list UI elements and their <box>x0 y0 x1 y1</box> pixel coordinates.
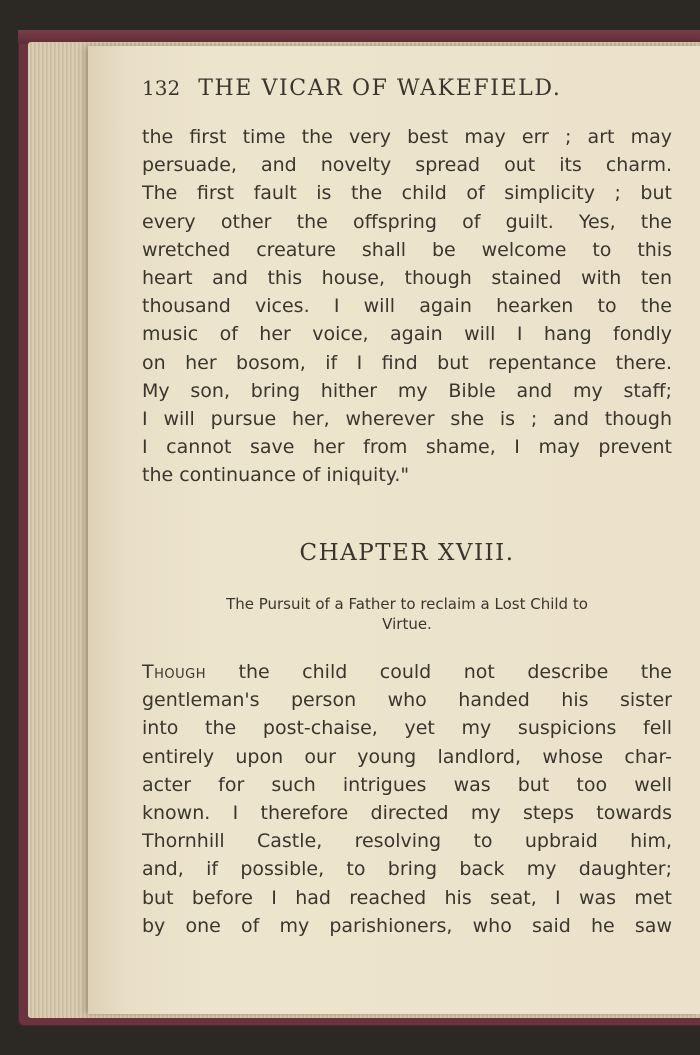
chapter-heading: CHAPTER XVIII. <box>299 540 515 566</box>
chapter-subtitle-line: Virtue. <box>382 615 432 633</box>
text-line: gentleman's person who handed his sister <box>142 689 672 712</box>
text-line: My son, bring hither my Bible and my staff; <box>142 379 672 402</box>
running-title: THE VICAR OF WAKEFIELD. <box>198 76 562 101</box>
text-line: but before I had reached his seat, I was met <box>142 886 672 909</box>
text-line: entirely upon our young landlord, whose char- <box>142 745 672 768</box>
text-line: I cannot save her from shame, I may prevent <box>142 436 672 459</box>
text-line: wretched creature shall be welcome to this <box>142 238 672 261</box>
drop-word: Though <box>142 661 206 683</box>
passage-continuation <box>142 123 672 489</box>
text-line: the first time the very best may err ; art may <box>142 126 672 148</box>
chapter-subtitle-line: The Pursuit of a Father to reclaim a Lost Child to <box>226 595 588 613</box>
text-line: heart and this house, though stained with ten <box>142 266 672 289</box>
text-line: thousand vices. I will again hearken to the <box>142 295 672 318</box>
text-line: acter for such intrigues was but too well <box>142 773 672 796</box>
text-line: on her bosom, if I find but repentance there. <box>142 351 672 374</box>
text-line: by one of my parishioners, who said he saw <box>142 914 672 937</box>
text-line-first <box>142 658 672 686</box>
text-line: known. I therefore directed my steps towards <box>142 801 672 824</box>
chapter-subtitle <box>142 594 672 634</box>
running-header <box>142 76 682 101</box>
text-line: every other the offspring of guilt. Yes, the <box>142 210 672 233</box>
first-line-rest: the child could not describe the <box>205 661 672 683</box>
text-line: I will pursue her, wherever she is ; and though <box>142 407 672 430</box>
chapter-opening-passage <box>142 658 672 940</box>
text-line: the continuance of iniquity." <box>142 464 410 487</box>
text-line: music of her voice, again will I hang fondly <box>142 323 672 346</box>
text-line: Thornhill Castle, resolving to upbraid him, <box>142 830 672 853</box>
text-line: persuade, and novelty spread out its charm. <box>142 154 672 177</box>
text-line: into the post-chaise, yet my suspicions fell <box>142 717 672 740</box>
text-line: and, if possible, to bring back my daughter; <box>142 858 672 881</box>
page-number: 132 <box>142 76 181 100</box>
text-line: The first fault is the child of simplicity ; but <box>142 182 672 205</box>
